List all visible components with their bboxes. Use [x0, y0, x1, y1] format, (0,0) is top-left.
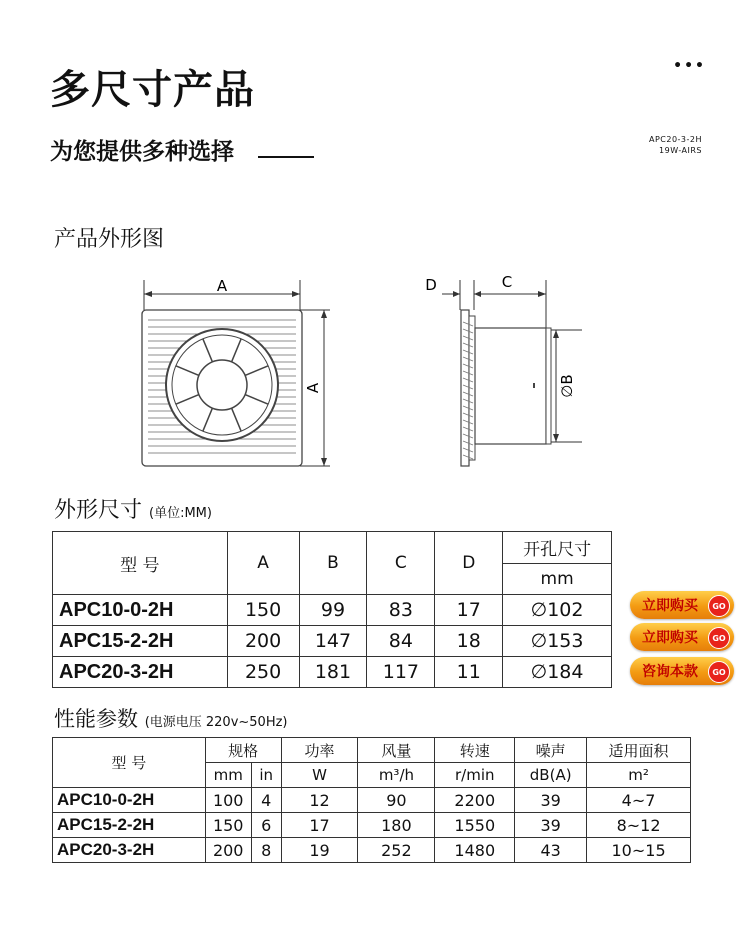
dim-cell-d: 11 [435, 657, 503, 688]
perf-unit-area: m² [587, 763, 691, 788]
perf-cell-speed: 2200 [435, 788, 515, 813]
consult-label: 咨询本款 [642, 664, 698, 680]
perf-cell-area: 4~7 [587, 788, 691, 813]
dim-cell-a: 150 [227, 595, 299, 626]
table-row [53, 788, 691, 813]
perf-cell-model: APC20-3-2H [53, 838, 206, 863]
perf-header-spec: 规格 [205, 738, 281, 763]
perf-cell-noise: 39 [515, 788, 587, 813]
perf-cell-in: 4 [251, 788, 281, 813]
perf-cell-mm: 150 [205, 813, 251, 838]
dim-cell-c: 83 [367, 595, 435, 626]
consult-button[interactable] [630, 657, 734, 685]
performance-title-text: 性能参数 [54, 707, 138, 731]
dim-cell-a: 200 [227, 626, 299, 657]
dim-cell-model: APC10-0-2H [53, 595, 228, 626]
dim-cell-b: 99 [299, 595, 367, 626]
dim-cell-c: 117 [367, 657, 435, 688]
dim-header-model: 型 号 [53, 532, 228, 595]
perf-unit-mm: mm [205, 763, 251, 788]
perf-header-air: 风量 [358, 738, 435, 763]
buy-now-label: 立即购买 [642, 630, 698, 646]
perf-cell-noise: 43 [515, 838, 587, 863]
buy-now-label: 立即购买 [642, 598, 698, 614]
dim-cell-hole: ∅102 [503, 595, 612, 626]
model-tag-line-1: APC20-3-2H [648, 135, 702, 144]
dim-header-a: A [227, 532, 299, 595]
perf-cell-air: 90 [358, 788, 435, 813]
dim-cell-d: 17 [435, 595, 503, 626]
dimensions-title-text: 外形尺寸 [54, 498, 143, 523]
drawing-section-title: 产品外形图 [54, 227, 165, 252]
dim-cell-c: 84 [367, 626, 435, 657]
perf-cell-in: 6 [251, 813, 281, 838]
dimensions-table [52, 531, 612, 688]
dim-cell-b: 181 [299, 657, 367, 688]
dim-cell-model: APC20-3-2H [53, 657, 228, 688]
front-label-top: A [216, 277, 228, 295]
table-row [53, 813, 691, 838]
dim-cell-model: APC15-2-2H [53, 626, 228, 657]
perf-cell-noise: 39 [515, 813, 587, 838]
buy-now-button[interactable] [630, 591, 734, 619]
front-view-drawing [130, 270, 360, 475]
perf-header-area: 适用面积 [587, 738, 691, 763]
side-label-b: ∅B [558, 374, 576, 398]
perf-cell-in: 8 [251, 838, 281, 863]
go-icon: GO [708, 595, 730, 617]
perf-unit-noise: dB(A) [515, 763, 587, 788]
perf-cell-speed: 1480 [435, 838, 515, 863]
model-tag [649, 134, 702, 156]
dim-cell-hole: ∅184 [503, 657, 612, 688]
performance-section-title [54, 703, 288, 733]
side-label-c: C [501, 273, 513, 291]
dim-cell-d: 18 [435, 626, 503, 657]
perf-cell-air: 252 [358, 838, 435, 863]
front-label-side: A [304, 382, 322, 394]
perf-cell-area: 8~12 [587, 813, 691, 838]
perf-cell-power: 12 [281, 788, 358, 813]
more-dots-icon: ••• [673, 58, 706, 74]
dim-cell-a: 250 [227, 657, 299, 688]
perf-cell-power: 17 [281, 813, 358, 838]
side-view-drawing [410, 270, 590, 475]
perf-header-model: 型 号 [53, 738, 206, 788]
dimensions-section-title [54, 493, 212, 524]
dim-header-d: D [435, 532, 503, 595]
perf-cell-mm: 100 [205, 788, 251, 813]
page-title: 多尺寸产品 [50, 67, 255, 113]
table-row [53, 595, 612, 626]
model-tag-line-2: 19W-AIRS [659, 146, 702, 155]
perf-unit-power: W [281, 763, 358, 788]
perf-cell-air: 180 [358, 813, 435, 838]
buy-now-button-2[interactable] [630, 623, 734, 651]
perf-header-noise: 噪声 [515, 738, 587, 763]
performance-unit: (电源电压 220v~50Hz) [144, 715, 288, 730]
perf-header-power: 功率 [281, 738, 358, 763]
table-row [53, 657, 612, 688]
perf-cell-power: 19 [281, 838, 358, 863]
go-icon: GO [708, 661, 730, 683]
table-row [53, 838, 691, 863]
perf-cell-model: APC10-0-2H [53, 788, 206, 813]
perf-unit-air: m³/h [358, 763, 435, 788]
perf-header-speed: 转速 [435, 738, 515, 763]
perf-unit-speed: r/min [435, 763, 515, 788]
perf-cell-mm: 200 [205, 838, 251, 863]
dim-header-b: B [299, 532, 367, 595]
perf-unit-in: in [251, 763, 281, 788]
page-subtitle: 为您提供多种选择 [50, 139, 234, 165]
subtitle-underline-gap [314, 154, 332, 158]
dimensions-unit: (单位:MM) [149, 506, 212, 521]
dim-header-hole-unit: mm [503, 563, 612, 595]
side-label-d: D [425, 276, 437, 294]
dim-header-c: C [367, 532, 435, 595]
perf-cell-model: APC15-2-2H [53, 813, 206, 838]
performance-table [52, 737, 691, 863]
perf-cell-speed: 1550 [435, 813, 515, 838]
dim-header-hole: 开孔尺寸 [503, 532, 612, 564]
dim-cell-hole: ∅153 [503, 626, 612, 657]
table-row [53, 626, 612, 657]
dim-cell-b: 147 [299, 626, 367, 657]
go-icon: GO [708, 627, 730, 649]
perf-cell-area: 10~15 [587, 838, 691, 863]
